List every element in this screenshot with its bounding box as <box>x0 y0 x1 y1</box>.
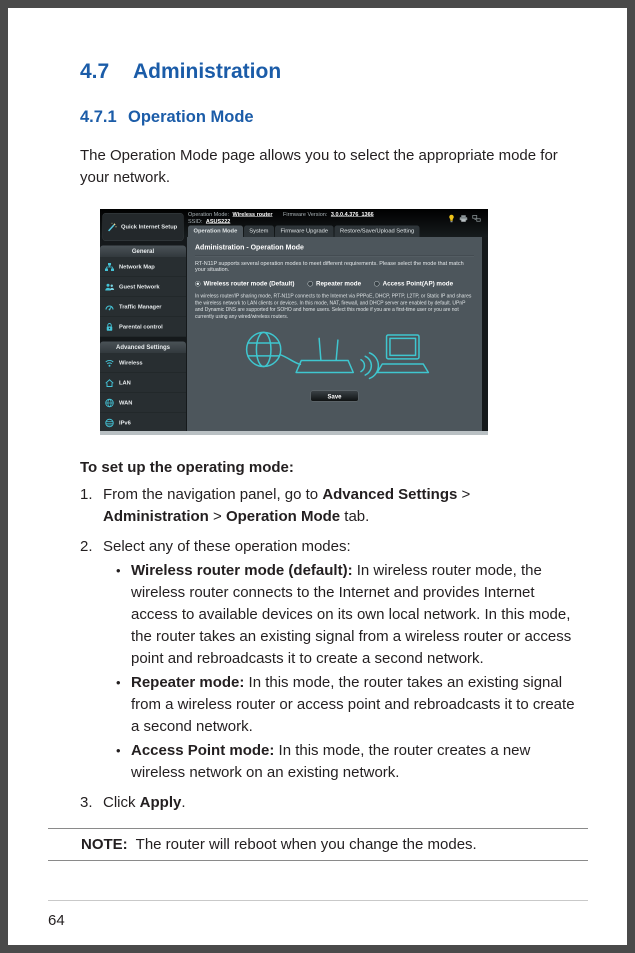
subsection-number: 4.7.1 <box>80 108 117 126</box>
firmware-version-value-link[interactable]: 3.0.0.4.376_1366 <box>330 211 374 218</box>
router-status-header <box>188 212 374 225</box>
sidebar-item-quick-internet-setup[interactable] <box>103 213 184 241</box>
operation-mode-radio-group <box>195 280 474 287</box>
save-button[interactable]: Save <box>311 391 359 402</box>
step-number: 3. <box>80 794 93 811</box>
step-2 <box>80 536 579 558</box>
router-tab-bar <box>188 226 420 238</box>
panel-description: RT-N11P supports several operation modes to meet different requirements. Please select the mode that match your situation. <box>195 260 464 273</box>
router-admin-window <box>100 209 488 435</box>
step-number: 2. <box>80 538 93 555</box>
radio-repeater-mode[interactable] <box>307 280 361 287</box>
subsection-title: Operation Mode <box>128 108 254 126</box>
globe-icon <box>105 398 115 408</box>
sidebar-item-lan[interactable] <box>100 373 186 393</box>
setup-heading: To set up the operating mode: <box>80 459 294 476</box>
radio-dot <box>307 281 313 287</box>
radio-dot <box>195 281 201 287</box>
sidebar-section-header: General <box>100 246 186 258</box>
tab-system[interactable]: System <box>244 226 274 238</box>
sidebar-item-label: Network Map <box>119 263 155 270</box>
radio-access-point-mode[interactable] <box>374 280 453 287</box>
subsection-heading <box>80 108 579 127</box>
router-header-icons <box>448 214 481 223</box>
note-label: NOTE: <box>81 836 128 853</box>
bullet-access-point-mode <box>116 740 579 784</box>
sidebar-item-label: Wireless <box>119 359 143 366</box>
sidebar-section-header: Advanced Settings <box>100 342 186 354</box>
operation-mode-panel <box>187 237 482 431</box>
radio-wireless-router-mode[interactable] <box>195 280 294 287</box>
step-text: Select any of these operation modes: <box>103 538 351 555</box>
bullet-wireless-router-mode <box>116 560 579 670</box>
wifi-icon <box>105 358 115 368</box>
padlock-icon <box>105 322 115 332</box>
router-ui-screenshot <box>100 209 488 435</box>
radio-label: Wireless router mode (Default) <box>203 280 295 287</box>
house-icon <box>105 378 115 388</box>
radio-dot <box>374 281 380 287</box>
sidebar-item-label: Guest Network <box>119 283 160 290</box>
operation-mode-value-link[interactable]: Wireless router <box>232 211 273 218</box>
sidebar-item-label: LAN <box>119 379 131 386</box>
bullet-text: Wireless router mode (default): In wireless router mode, the wireless router connects to the Internet and provides Internet access to available devices on its own local network. In this mode, the router takes an existing signal from a wireless router or access point and rebroadcasts it to create a second network. <box>131 562 572 667</box>
devices-icon[interactable] <box>472 215 481 223</box>
magic-wand-icon <box>107 222 118 233</box>
intro-paragraph: The Operation Mode page allows you to select the appropriate mode for your network. <box>80 147 558 186</box>
tab-operation-mode[interactable]: Operation Mode <box>188 226 243 238</box>
sidebar-item-traffic-manager[interactable] <box>100 297 186 317</box>
bullet-marker: • <box>116 743 121 758</box>
note-box <box>48 828 588 861</box>
ssid-value-link[interactable]: ASUS222 <box>205 218 231 225</box>
network-diagram <box>195 323 474 390</box>
bullet-marker: • <box>116 675 121 690</box>
bullet-marker: • <box>116 563 121 578</box>
panel-separator <box>195 256 474 257</box>
firmware-version-label: Firmware Version: <box>283 211 328 218</box>
sidebar-item-label: Traffic Manager <box>119 303 162 310</box>
sidebar-item-wan[interactable] <box>100 393 186 413</box>
radio-label: Access Point(AP) mode <box>382 280 454 287</box>
printer-icon[interactable] <box>459 215 468 223</box>
screenshot-bottom-strip <box>100 431 488 435</box>
bullet-repeater-mode <box>116 672 579 738</box>
tab-restore-save-upload[interactable]: Restore/Save/Upload Setting <box>335 226 420 238</box>
network-map-icon <box>105 262 115 272</box>
sidebar-item-label: Parental control <box>119 323 163 330</box>
page-number: 64 <box>48 912 65 929</box>
sidebar-section-general <box>100 246 186 338</box>
sidebar-section-advanced-settings <box>100 342 186 434</box>
sidebar-item-network-map[interactable] <box>100 257 186 277</box>
sidebar-item-label: IPv6 <box>119 419 131 426</box>
router-sidebar <box>100 213 186 433</box>
bullet-text: Repeater mode: In this mode, the router takes an existing signal from a wireless router or access point and rebroadcasts it to create a second network. <box>131 674 575 735</box>
note-text: The router will reboot when you change the modes. <box>135 836 477 853</box>
bulb-icon[interactable] <box>448 214 455 223</box>
step-text: Click Apply. <box>103 794 186 811</box>
sidebar-item-parental-control[interactable] <box>100 317 186 337</box>
step-number: 1. <box>80 486 93 503</box>
guest-network-icon <box>105 282 115 292</box>
globe-router-laptop-diagram <box>225 323 445 387</box>
sidebar-item-wireless[interactable] <box>100 353 186 373</box>
globe-lines-icon <box>105 418 115 428</box>
panel-title: Administration - Operation Mode <box>195 243 304 251</box>
operation-mode-label: Operation Mode: <box>188 211 229 218</box>
manual-page <box>8 8 627 945</box>
radio-label: Repeater mode <box>315 280 362 287</box>
footer-rule <box>48 900 588 901</box>
sidebar-item-ipv6[interactable] <box>100 413 186 433</box>
step-text: From the navigation panel, go to Advanced Settings > Administration > Operation Mode tab. <box>103 486 471 525</box>
section-number: 4.7 <box>80 60 110 83</box>
step-1 <box>80 484 579 528</box>
sidebar-item-guest-network[interactable] <box>100 277 186 297</box>
sidebar-item-label: WAN <box>119 399 133 406</box>
ssid-label: SSID: <box>188 218 203 225</box>
mode-description: In wireless router/IP sharing mode, RT-N11P connects to the Internet via PPPoE, DHCP, PPTP, L2TP, or Static IP and shares the wireless network to LAN clients or devices. In this mode, NAT, firewall, and DHCP server are enabled by default. UPnP and Dynamic DNS are supported for SOHO and home users. Select this mode if you are a first-time user or you are not currently using any wired/wireless routers. <box>195 293 472 320</box>
bullet-text: Access Point mode: In this mode, the router creates a new wireless network on an existing network. <box>131 742 531 781</box>
section-heading <box>80 60 579 84</box>
traffic-manager-icon <box>105 302 115 312</box>
section-title: Administration <box>133 60 282 83</box>
step-3 <box>80 792 579 814</box>
sidebar-item-label: Quick Internet Setup <box>121 223 178 230</box>
tab-firmware-upgrade[interactable]: Firmware Upgrade <box>275 226 334 238</box>
